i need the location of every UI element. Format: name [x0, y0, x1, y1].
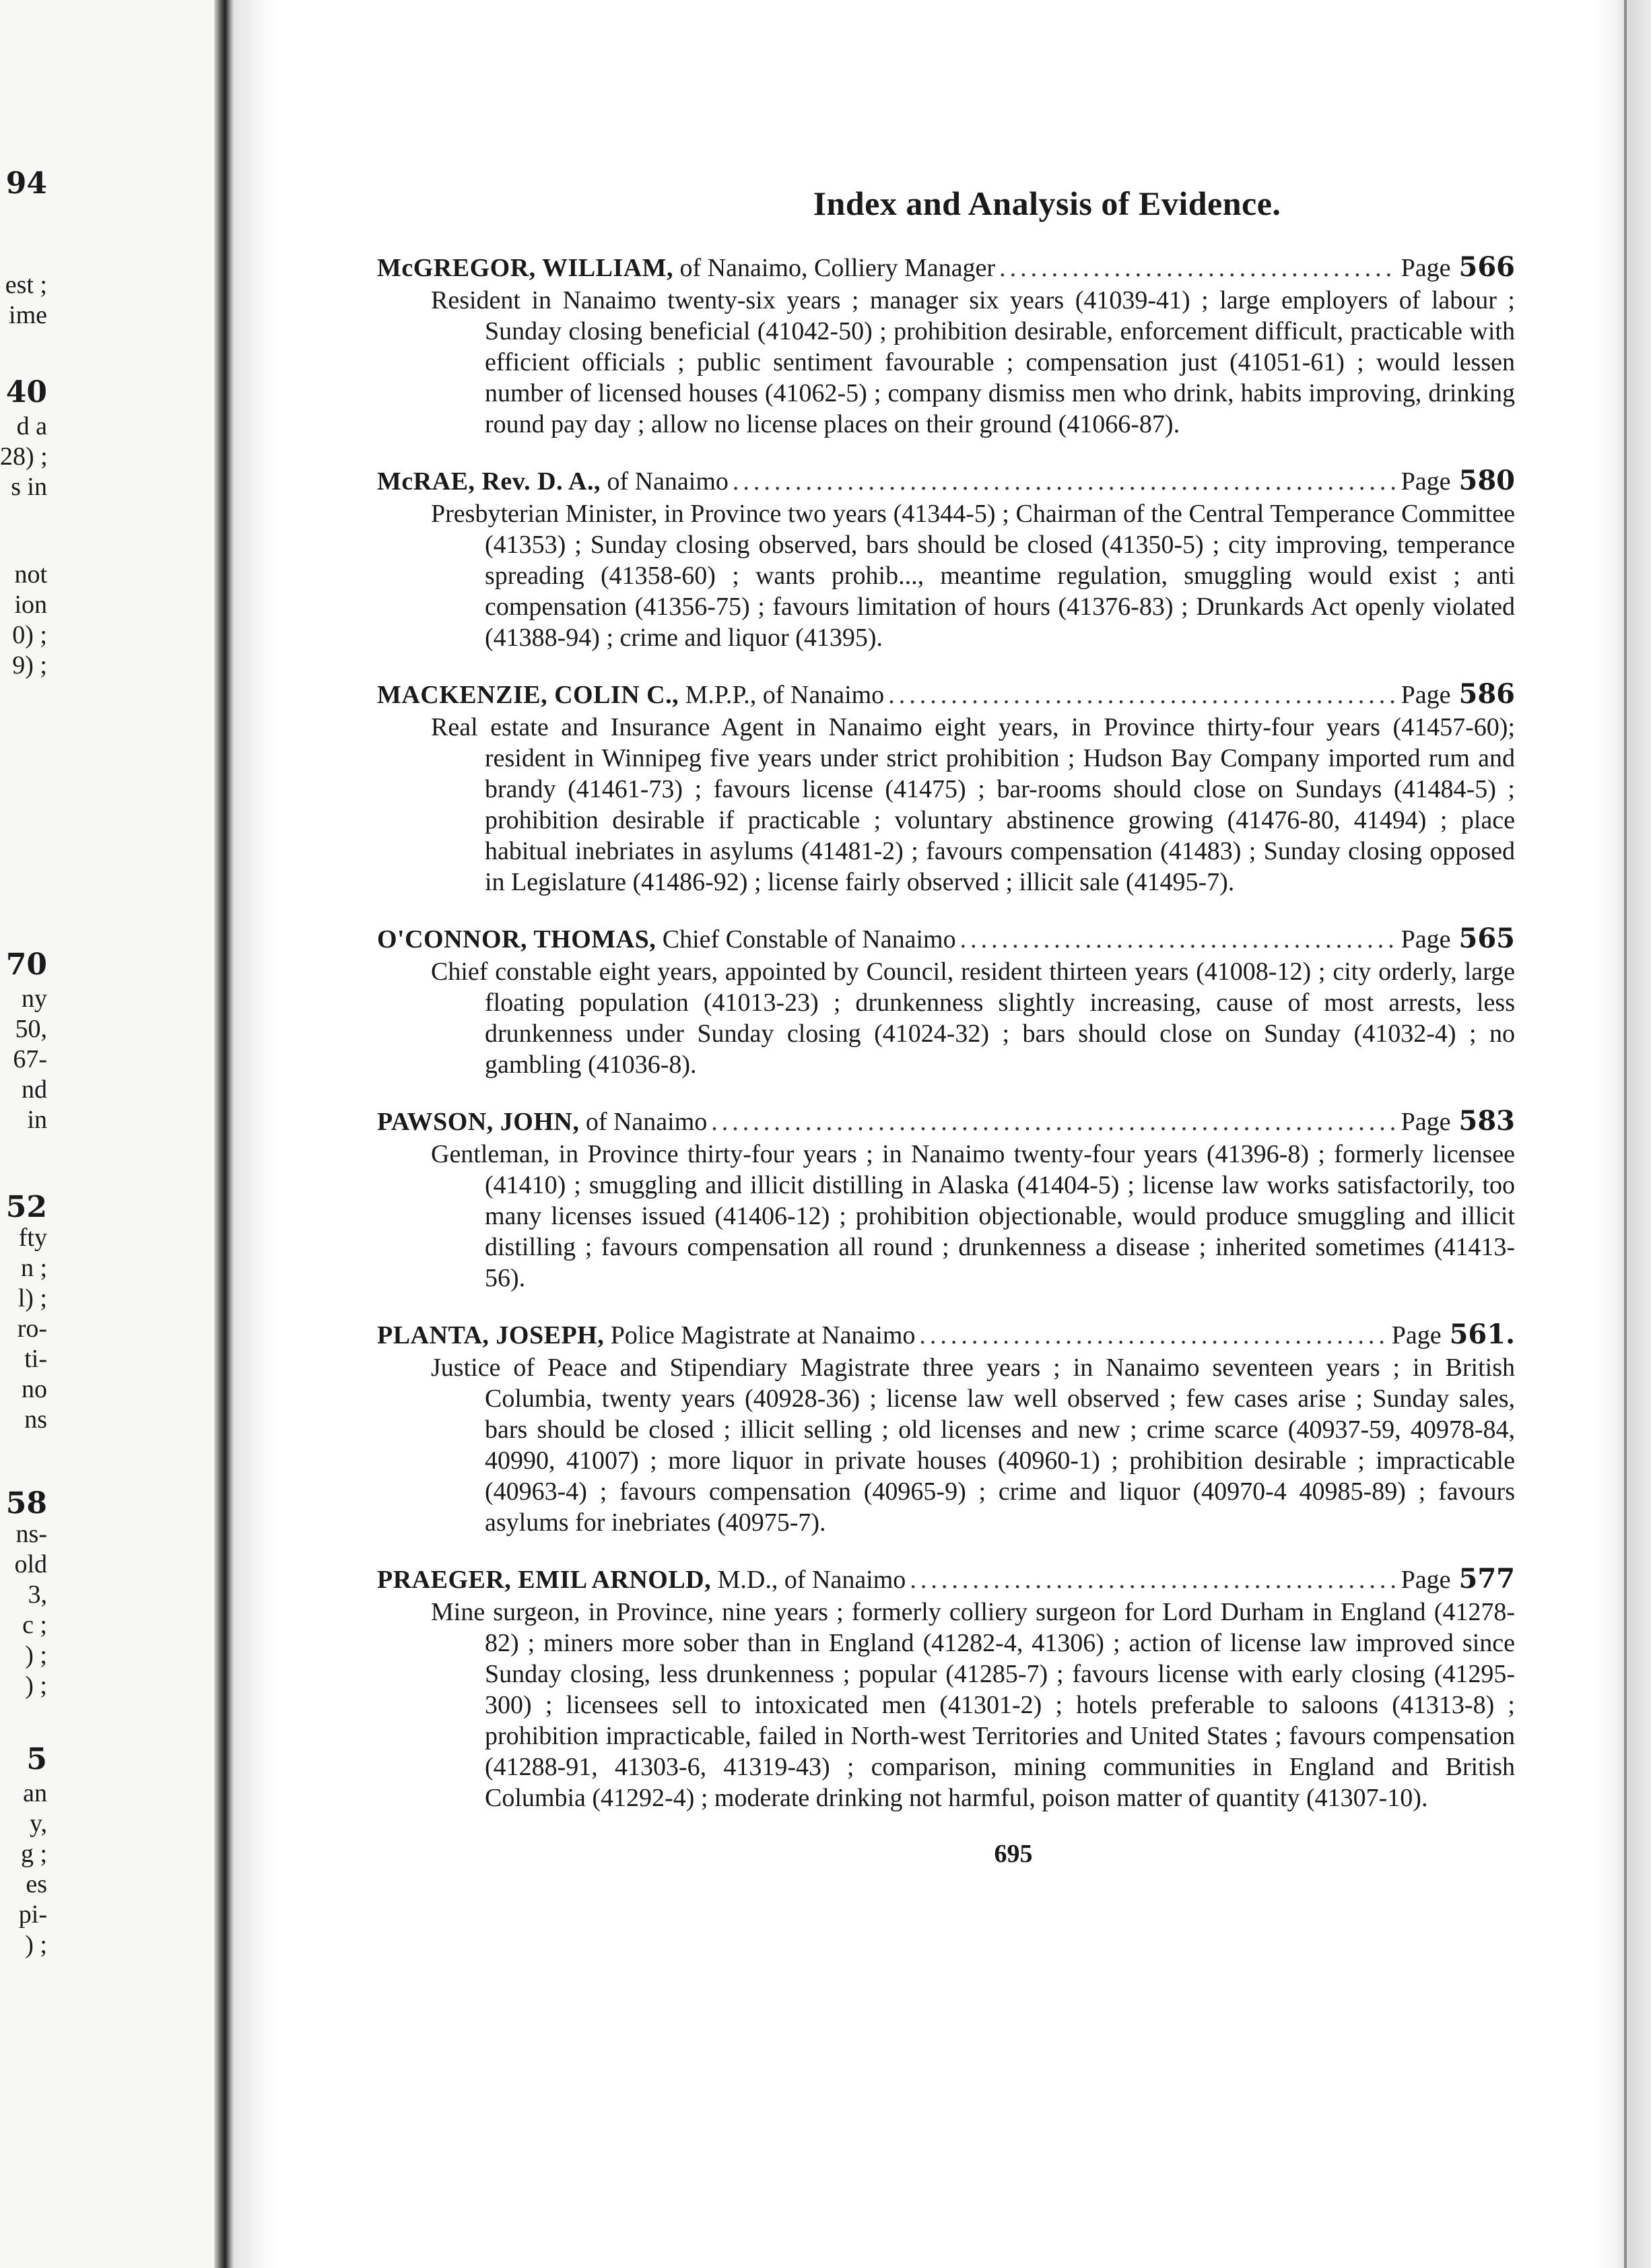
index-entry: [377, 252, 1515, 440]
page-title: Index and Analysis of Evidence.: [813, 185, 1281, 222]
facing-page-text-fragment: ns: [24, 1405, 47, 1434]
page-label: Page: [1401, 254, 1451, 282]
facing-page-text-fragment: ro-: [17, 1314, 47, 1343]
facing-page-text-fragment: no: [22, 1375, 47, 1403]
entry-heading: [377, 923, 1515, 955]
entry-summary: Presbyterian Minister, in Province two years (41344-5) ; Chairman of the Central Temperance Committee (41353) ; Sunday closing observed, bars should be closed (41350-5) ; city improving, temperance spreading (41358-60) ; wants prohib..., meantime regulation, smuggling would exist ; anti compensation (41356-75) ; favours limitation of hours (41376-83) ; Drunkards Act openly violated (41388-94) ; crime and liquor (41395).: [431, 500, 1515, 652]
dot-leader: [910, 1564, 1396, 1595]
page-label: Page: [1401, 681, 1451, 709]
entry-page-number: 580: [1458, 465, 1515, 496]
entry-page-number: 577: [1458, 1563, 1515, 1595]
facing-page-text-fragment: 0) ;: [12, 621, 47, 649]
facing-page-text-fragment: 70: [5, 947, 47, 982]
facing-page-text-fragment: ns-: [15, 1520, 47, 1548]
index-entry: [377, 465, 1515, 653]
facing-page-text-fragment: c ;: [22, 1611, 47, 1639]
facing-page-text-fragment: 40: [5, 375, 47, 409]
page-label: Page: [1401, 1566, 1451, 1594]
facing-page-text-fragment: ion: [14, 591, 47, 619]
entry-page-number: 586: [1458, 678, 1515, 710]
dot-leader: [888, 679, 1396, 710]
dot-leader: [999, 253, 1397, 284]
entry-description: Chief Constable of Nanaimo: [662, 925, 956, 954]
facing-page-text-fragment: ti-: [24, 1345, 47, 1373]
entry-list: [377, 252, 1515, 1813]
entry-summary: Real estate and Insurance Agent in Nanaimo eight years, in Province thirty-four years (41457-60); resident in Winnipeg five years under strict prohibition ; Hudson Bay Company imported rum and brandy (41461-73) ; favours license (41475) ; bar-rooms should close on Sundays (41484-5) ; prohibition desirable if practicable ; voluntary abstinence growing (41476-80, 41494) ; place habitual inebriates in asylums (41481-2) ; favours compensation (41483) ; Sunday closing opposed in Legislature (41486-92) ; license fairly observed ; illicit sale (41495-7).: [431, 713, 1515, 896]
page-label: Page: [1391, 1321, 1442, 1349]
entry-heading: [377, 465, 1515, 497]
facing-page-text-fragment: ime: [9, 301, 47, 329]
index-entry: [377, 1106, 1515, 1294]
facing-page-text-fragment: est ;: [5, 271, 47, 299]
index-entry: [377, 679, 1515, 898]
entry-description: of Nanaimo: [607, 467, 729, 496]
facing-page-text-fragment: es: [26, 1870, 47, 1898]
facing-page-text-fragment: not: [14, 560, 47, 589]
facing-page-text-fragment: 52: [5, 1190, 47, 1224]
entry-name: McRAE, Rev. D. A.,: [377, 467, 601, 496]
entry-summary: Gentleman, in Province thirty-four years ; in Nanaimo twenty-four years (41396-8) ; formerly licensee (41410) ; smuggling and illicit distilling in Alaska (41404-5) ; license law works satisfactorily, too many licenses issued (41406-12) ; prohibition objectionable, would produce smuggling and illicit distilling ; favours compensation all round ; drunkenness a disease ; inherited sometimes (41413-56).: [431, 1140, 1515, 1292]
facing-page-text-fragment: 5: [26, 1742, 47, 1776]
facing-page-text-fragment: 9) ;: [12, 651, 47, 679]
facing-page-text-fragment: ) ;: [25, 1671, 47, 1700]
entry-page-number: 561.: [1449, 1319, 1515, 1350]
entry-summary: Justice of Peace and Stipendiary Magistrate three years ; in Nanaimo seventeen years ; in British Columbia, twenty years (40928-36) ; license law well observed ; few cases arise ; Sunday sales, bars should be closed ; illicit selling ; old licenses and new ; crime scarce (40937-59, 40978-84, 40990, 41007) ; more liquor in private houses (40960-1) ; prohibition desirable ; impracticable (40963-4) ; favours compensation (40965-9) ; crime and liquor (40970-4 40985-89) ; favours asylums for inebriates (40975-7).: [431, 1354, 1515, 1537]
facing-page-text-fragment: s in: [11, 473, 47, 501]
facing-page-fragment: [0, 0, 222, 2268]
gutter-shadow: [234, 0, 275, 2268]
facing-page-text-fragment: ) ;: [25, 1641, 47, 1669]
entry-name: PRAEGER, EMIL ARNOLD,: [377, 1566, 712, 1594]
page-label: Page: [1401, 925, 1451, 954]
facing-page-text-fragment: 67-: [13, 1045, 47, 1073]
dot-leader: [711, 1106, 1396, 1137]
entry-description: M.P.P., of Nanaimo: [685, 681, 885, 709]
entry-summary: Chief constable eight years, appointed by Council, resident thirteen years (41008-12) ; city orderly, large floating population (41013-23) ; drunkenness slightly increasing, cause of most arrests, less drunkenness under Sunday closing (41024-32) ; bars should close on Sunday (41032-4) ; no gambling (41036-8).: [431, 958, 1515, 1079]
entry-description: of Nanaimo: [585, 1108, 708, 1136]
facing-page-text-fragment: ) ;: [25, 1931, 47, 1959]
book-gutter: [214, 0, 234, 2268]
facing-page-text-fragment: pi-: [18, 1900, 47, 1929]
entry-page-number: 565: [1458, 923, 1515, 954]
entry-heading: [377, 1319, 1515, 1351]
entry-page-number: 566: [1458, 251, 1515, 283]
page-number: 695: [994, 1840, 1033, 1868]
facing-page-text-fragment: 94: [5, 166, 47, 201]
entry-heading: [377, 679, 1515, 710]
facing-page-text-fragment: 58: [5, 1486, 47, 1521]
entry-name: MACKENZIE, COLIN C.,: [377, 681, 679, 709]
facing-page-text-fragment: 3,: [28, 1580, 47, 1609]
facing-page-text-fragment: fty: [18, 1224, 47, 1252]
facing-page-text-fragment: g ;: [20, 1840, 47, 1868]
entry-heading: [377, 252, 1515, 284]
entry-heading: [377, 1564, 1515, 1595]
facing-page-text-fragment: ny: [22, 985, 47, 1013]
entry-name: PLANTA, JOSEPH,: [377, 1321, 605, 1349]
facing-page-text-fragment: an: [23, 1779, 47, 1807]
entry-name: O'CONNOR, THOMAS,: [377, 925, 656, 954]
page-label: Page: [1401, 1108, 1451, 1136]
facing-page-text-fragment: in: [27, 1106, 47, 1134]
facing-page-text-fragment: nd: [22, 1075, 47, 1104]
page-label: Page: [1401, 467, 1451, 496]
entry-description: of Nanaimo, Colliery Manager: [679, 254, 996, 282]
page-edge: [1596, 0, 1651, 2268]
index-entry: [377, 1564, 1515, 1813]
facing-page-text-fragment: l) ;: [18, 1284, 47, 1312]
facing-page-text-fragment: 28) ;: [0, 442, 48, 471]
facing-page-text-fragment: old: [14, 1550, 47, 1578]
facing-page-text-fragment: 50,: [15, 1015, 47, 1043]
index-entry: [377, 923, 1515, 1080]
entry-summary: Mine surgeon, in Province, nine years ; formerly colliery surgeon for Lord Durham in England (41278-82) ; miners more sober than in England (41282-4, 41306) ; action of license law improved since Sunday closing, less drunkenness ; popular (41285-7) ; favours license with early closing (41295-300) ; licensees sell to intoxicated men (41301-2) ; hotels preferable to saloons (41313-8) ; prohibition impracticable, failed in North-west Territories and United States ; favours compensation (41288-91, 41303-6, 41319-43) ; comparison, mining communities in England and British Columbia (41292-4) ; moderate drinking not harmful, poison matter of quantity (41307-10).: [431, 1598, 1515, 1812]
facing-page-text-fragment: n ;: [20, 1254, 47, 1282]
dot-leader: [960, 924, 1397, 955]
index-page: [377, 182, 1515, 1869]
facing-page-text-fragment: d a: [16, 412, 47, 440]
entry-name: PAWSON, JOHN,: [377, 1108, 580, 1136]
entry-description: Police Magistrate at Nanaimo: [610, 1321, 916, 1349]
entry-page-number: 583: [1458, 1105, 1515, 1137]
facing-page-text-fragment: y,: [29, 1809, 47, 1838]
dot-leader: [919, 1320, 1387, 1351]
entry-summary: Resident in Nanaimo twenty-six years ; manager six years (41039-41) ; large employers of labour ; Sunday closing beneficial (41042-50) ; prohibition desirable, enforcement difficult, practicable with efficient officials ; public sentiment favourable ; compensation just (41051-61) ; would lessen number of licensed houses (41062-5) ; company dismiss men who drink, habits improving, drinking round pay day ; allow no license places on their ground (41066-87).: [431, 286, 1515, 438]
index-entry: [377, 1319, 1515, 1538]
dot-leader: [733, 466, 1397, 497]
entry-name: McGREGOR, WILLIAM,: [377, 254, 674, 282]
entry-description: M.D., of Nanaimo: [717, 1566, 906, 1594]
entry-heading: [377, 1106, 1515, 1137]
